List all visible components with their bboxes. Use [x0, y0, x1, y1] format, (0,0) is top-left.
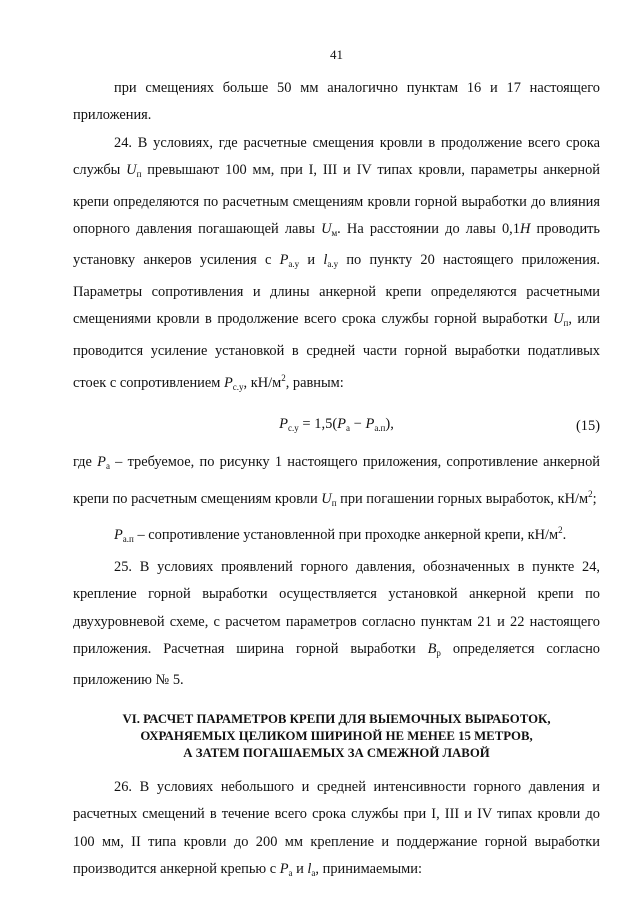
p25-text-a: 25. В условиях проявлений горного давления, обозначенных в пункте 24, крепление горной выработки осуществляется установкой анкерной крепи по двухуровневой схеме, с расчетом параметров согласно пунктам 21 и 22 настоящего приложения. Расчетная ширина горной выработки [73, 558, 600, 657]
p24-text-a: 24. В условиях, где расчетные смещения кровли в продолжение всего срока службы [73, 134, 600, 179]
sub-r: р [436, 647, 441, 658]
symbol-p: P [97, 454, 106, 471]
formula-number: (15) [576, 417, 600, 434]
symbol-u: U [321, 490, 332, 507]
heading-line-3: А ЗАТЕМ ПОГАШАЕМЫХ ЗА СМЕЖНОЙ ЛАВОЙ [183, 745, 490, 760]
p24-text-c: . На расстоянии до лавы 0,1 [337, 221, 520, 238]
where-text-d: ; [592, 490, 597, 507]
p26-text-c: , принимаемыми: [315, 860, 422, 877]
formula-tail: ), [385, 415, 394, 432]
paragraph-25 [73, 554, 600, 695]
p24-text-i: , равным: [285, 375, 344, 392]
p24-text-d: проводить установку анкеров усиления с [73, 221, 600, 269]
paragraph-24 [73, 130, 600, 402]
p24-text-e: и [299, 252, 324, 269]
sub-an: а.п [122, 534, 134, 545]
pan-text: – сопротивление установленной при проходке анкерной крепи, кН/м [133, 527, 559, 544]
p24-text-h: , кН/м [243, 375, 282, 392]
heading-line-2: ОХРАНЯЕМЫХ ЦЕЛИКОМ ШИРИНОЙ НЕ МЕНЕЕ 15 МЕТРОВ, [140, 728, 533, 743]
sub-m: м [331, 228, 338, 239]
p25-text-b: определяется согласно приложению № 5. [73, 640, 600, 689]
symbol-p: P [114, 527, 123, 544]
symbol-p: P [337, 415, 347, 432]
sub-cy: с.у [288, 422, 299, 433]
symbol-l: l [307, 860, 312, 877]
document-body [73, 75, 600, 887]
sub-an: а.п [374, 422, 386, 433]
symbol-p: P [279, 860, 289, 877]
sub-a: а [288, 867, 293, 878]
formula-minus: − [350, 415, 366, 432]
sub-a: а [346, 422, 351, 433]
where-text-a: где [73, 454, 98, 471]
section-heading [73, 711, 600, 762]
paragraph-26 [73, 774, 600, 888]
symbol-p: P [223, 375, 233, 392]
formula-15 [73, 407, 600, 445]
sup-2: 2 [558, 525, 563, 536]
symbol-p: P [279, 415, 289, 432]
symbol-u: U [126, 162, 137, 179]
sub-ay: а.у [288, 259, 300, 270]
p24-text-g: , или проводится усиление установкой в средней части горной выработки податливых стоек с сопротивлением [73, 311, 601, 392]
symbol-p: P [279, 252, 289, 269]
symbol-l: l [323, 252, 328, 269]
formula-mid: = 1,5( [298, 415, 338, 432]
sub-ay: а.у [327, 259, 339, 270]
symbol-u: U [553, 311, 564, 328]
symbol-p: P [365, 415, 375, 432]
p26-text-b: и [292, 860, 308, 877]
sub-p: п [136, 169, 142, 180]
p24-text-b: превышают 100 мм, при I, III и IV типах кровли, параметры анкерной крепи определяются по расчетным смещениям кровли горной выработки до влияния опорного давления погашающей лавы [73, 162, 600, 238]
where-text-c: при погашении горных выработок, кН/м [336, 490, 589, 507]
where-text-b: – требуемое, по рисунку 1 настоящего приложения, сопротивление анкерной крепи по расчетным смещениям кровли [73, 454, 600, 507]
symbol-u: U [321, 221, 332, 238]
paragraph-where [73, 449, 600, 517]
sub-a: а [105, 461, 110, 472]
sup-2: 2 [588, 488, 593, 499]
symbol-b: B [427, 640, 437, 657]
sub-p: п [563, 318, 569, 329]
heading-line-1: VI. РАСЧЕТ ПАРАМЕТРОВ КРЕПИ ДЛЯ ВЫЕМОЧНЫХ ВЫРАБОТОК, [122, 711, 551, 726]
p24-text-f: по пункту 20 настоящего приложения. Параметры сопротивления и длины анкерной крепи определяются расчетными смещениями кровли в продолжение всего срока службы горной выработки [73, 252, 600, 328]
sub-a: а [311, 867, 316, 878]
sup-2: 2 [281, 373, 286, 384]
formula-expression [279, 411, 394, 442]
paragraph-pan [73, 517, 600, 553]
page-number: 41 [330, 47, 343, 62]
sub-cy: с.у [232, 382, 244, 393]
sub-p: п [331, 497, 337, 508]
symbol-h: H [519, 221, 531, 238]
paragraph-continuation: при смещениях больше 50 мм аналогично пунктам 16 и 17 настоящего приложения. [73, 80, 600, 124]
pan-tail: . [562, 527, 567, 544]
p26-text-a: 26. В условиях небольшого и средней интенсивности горного давления и расчетных смещений в течение всего срока службы при I, III и IV типах кровли до 100 мм, II типа кровли до 200 мм крепление и поддержание горной выработки производится анкерной крепью с [73, 778, 600, 877]
